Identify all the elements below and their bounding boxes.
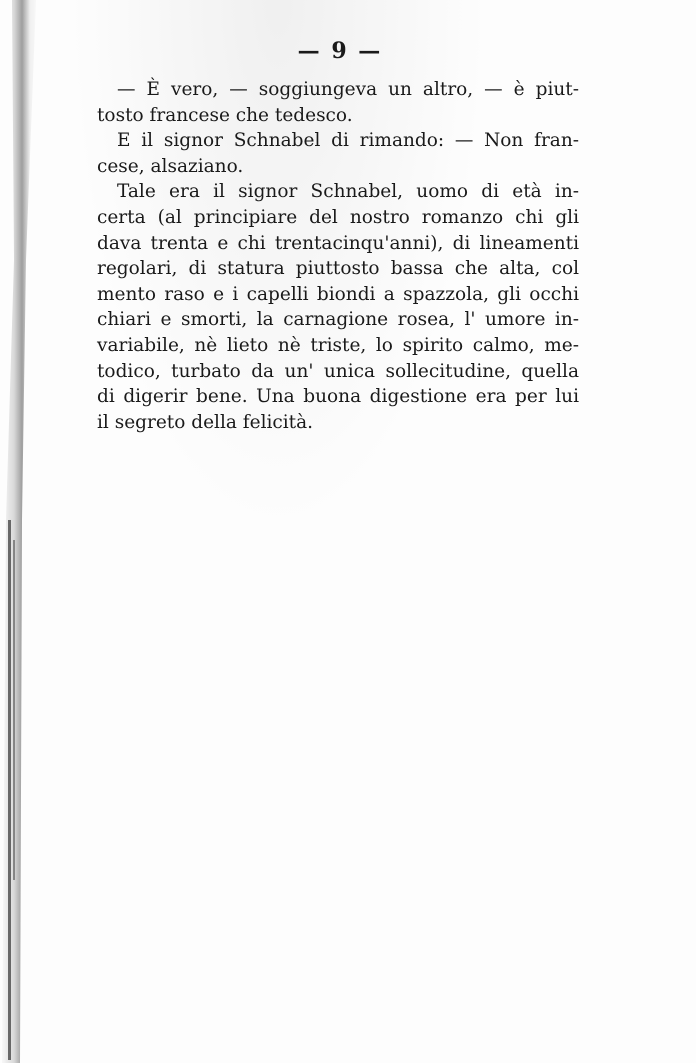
text-line: di digerir bene. Una buona digestione era per lui [97,386,579,408]
text-line: E il signor Schnabel di rimando: — Non fran- [117,130,579,152]
text-line: dava trenta e chi trentacinqu'anni), di lineamenti [97,232,579,254]
body-text [97,77,579,435]
text-line: Tale era il signor Schnabel, uomo di età in- [117,181,579,203]
text-line: todico, turbato da un' unica sollecitudine, quella [97,360,579,382]
text-line: regolari, di statura piuttosto bassa che alta, col [97,258,579,280]
page-number: — 9 — [297,38,383,64]
text-line: il segreto della felicità. [97,411,314,433]
text-line: tosto francese che tedesco. [97,104,353,126]
text-line: chiari e smorti, la carnagione rosea, l' umore in- [97,309,579,331]
text-line: variabile, nè lieto nè triste, lo spirito calmo, me- [97,334,579,356]
text-line: — È vero, — soggiungeva un altro, — è piut- [117,79,579,100]
text-line: certa (al principiare del nostro romanzo chi gli [97,206,579,228]
binding-edge-line [8,520,11,1060]
binding-gutter-shadow [0,0,40,1063]
binding-edge-line-inner [13,540,15,880]
text-line: cese, alsaziano. [97,155,244,177]
text-line: mento raso e i capelli biondi a spazzola, gli occhi [97,283,579,305]
